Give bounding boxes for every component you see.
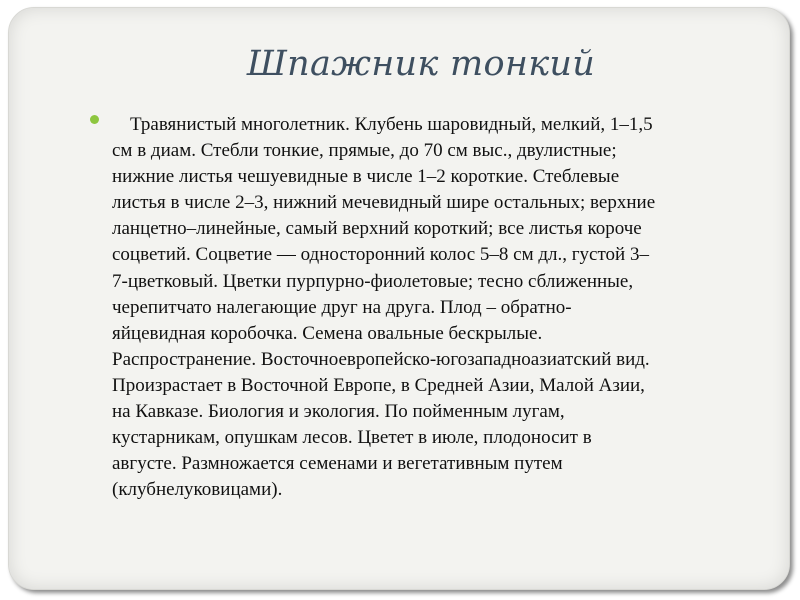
body-line: 7-цветковый. Цветки пурпурно-фиолетовые; тесно сближенные, (112, 270, 634, 292)
body-line: нижние листья чешуевидные в числе 1–2 короткие. Стеблевые (112, 166, 620, 188)
body-line: см в диам. Стебли тонкие, прямые, до 70 см выс., двулистные; (112, 140, 617, 162)
body-line: августе. Размножается семенами и вегетативным путем (112, 453, 563, 475)
body-line: ланцетно–линейные, самый верхний короткий; все листья короче (112, 218, 642, 240)
body-line: черепитчато налегающие друг на друга. Плод – обратно- (112, 296, 572, 318)
body-line: Распространение. Восточноевропейско-югозападноазиатский вид. (112, 348, 650, 370)
body-line: Произрастает в Восточной Европе, в Средней Азии, Малой Азии, (112, 374, 645, 396)
body-line: на Кавказе. Биология и экология. По пойменным лугам, (112, 401, 565, 423)
slide-title: Шпажник тонкий (246, 44, 596, 84)
body-line: (клубнелуковицами). (112, 479, 283, 501)
body-line: яйцевидная коробочка. Семена овальные бескрылые. (112, 322, 543, 344)
bullet-dot-icon (90, 115, 99, 124)
body-line: листья в числе 2–3, нижний мечевидный шире остальных; верхние (112, 192, 656, 214)
slide-body-text (112, 112, 762, 503)
body-line: соцветий. Соцветие — односторонний колос 5–8 см дл., густой 3– (112, 244, 649, 266)
body-line: Травянистый многолетник. Клубень шаровидный, мелкий, 1–1,5 (130, 114, 653, 135)
body-line: кустарникам, опушкам лесов. Цветет в июле, плодоносит в (112, 427, 592, 449)
